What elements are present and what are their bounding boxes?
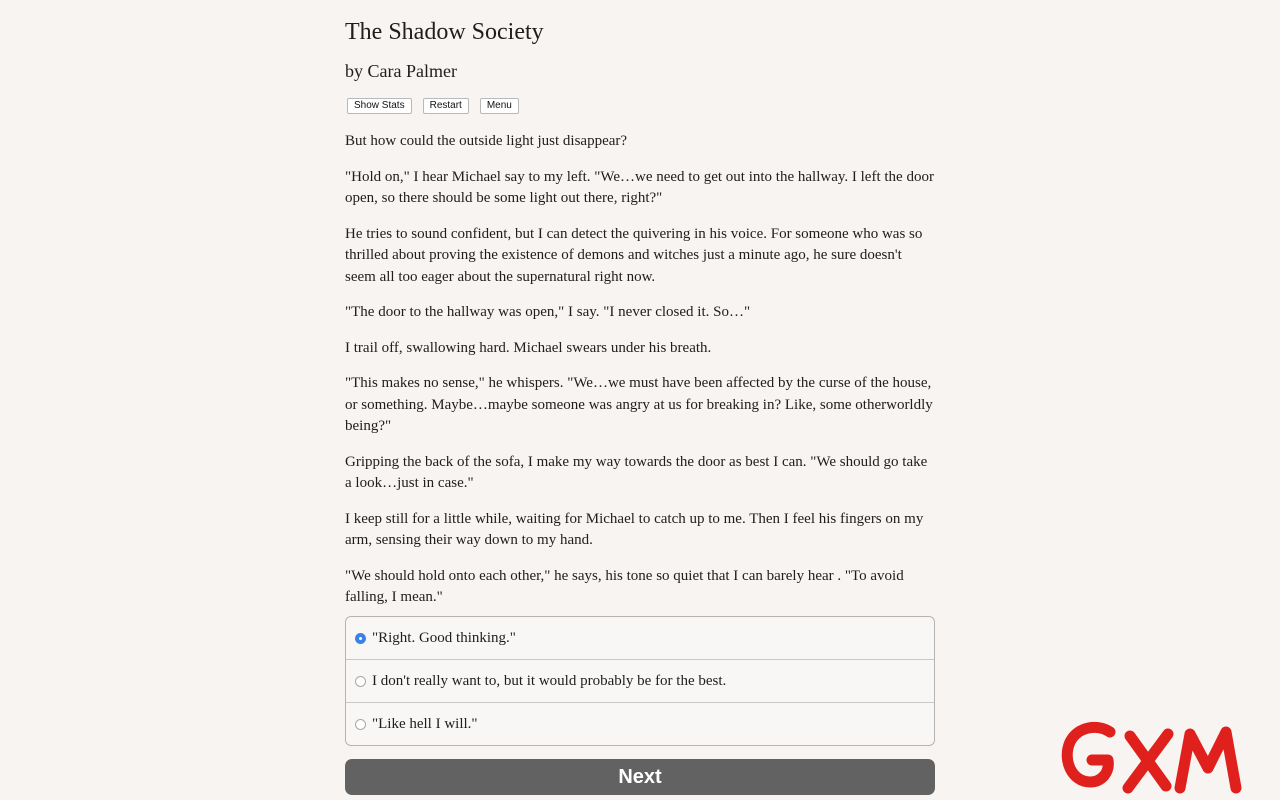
radio-icon[interactable] (355, 633, 366, 644)
choice-list (345, 616, 935, 746)
story-paragraph: "This makes no sense," he whispers. "We…we must have been affected by the curse of the house, or something. Maybe…maybe someone was angry at us for breaking in? Like, some otherworldly being?" (345, 375, 933, 434)
author-line: by Cara Palmer (345, 61, 457, 81)
game-title: The Shadow Society (345, 19, 544, 45)
story-paragraph: I keep still for a little while, waiting for Michael to catch up to me. Then I feel his fingers on my arm, sensing their way down to my hand. (345, 510, 924, 548)
choice-label: "Like hell I will." (372, 715, 478, 732)
story-column (345, 0, 935, 623)
choice-option-1[interactable] (346, 617, 934, 660)
radio-icon[interactable] (355, 676, 366, 687)
show-stats-button[interactable]: Show Stats (347, 98, 412, 114)
next-button[interactable]: Next (345, 759, 935, 795)
menu-button[interactable]: Menu (480, 98, 519, 114)
choice-label: "Right. Good thinking." (372, 629, 516, 646)
radio-icon[interactable] (355, 719, 366, 730)
story-paragraph: "The door to the hallway was open," I say. "I never closed it. So…" (345, 304, 751, 320)
choice-option-2[interactable] (346, 660, 934, 703)
story-paragraph: "Hold on," I hear Michael say to my left. "We…we need to get out into the hallway. I left the door open, so there should be some light out there, right?" (345, 168, 934, 206)
toolbar (347, 98, 935, 114)
story-paragraph: Gripping the back of the sofa, I make my way towards the door as best I can. "We should go take a look…just in case." (345, 453, 928, 491)
choice-option-3[interactable] (346, 703, 934, 745)
restart-button[interactable]: Restart (423, 98, 469, 114)
choice-label: I don't really want to, but it would probably be for the best. (372, 672, 727, 689)
story-paragraph: "We should hold onto each other," he says, his tone so quiet that I can barely hear . "To avoid falling, I mean." (345, 567, 904, 605)
story-paragraph: I trail off, swallowing hard. Michael swears under his breath. (345, 339, 712, 356)
gxm-watermark-logo (1058, 716, 1248, 800)
story-text (345, 131, 935, 609)
story-paragraph: But how could the outside light just disappear? (345, 133, 628, 149)
story-paragraph: He tries to sound confident, but I can detect the quivering in his voice. For someone who was so thrilled about proving the existence of demons and witches just a minute ago, he sure doesn't seem all too eager about the supernatural right now. (345, 225, 923, 285)
